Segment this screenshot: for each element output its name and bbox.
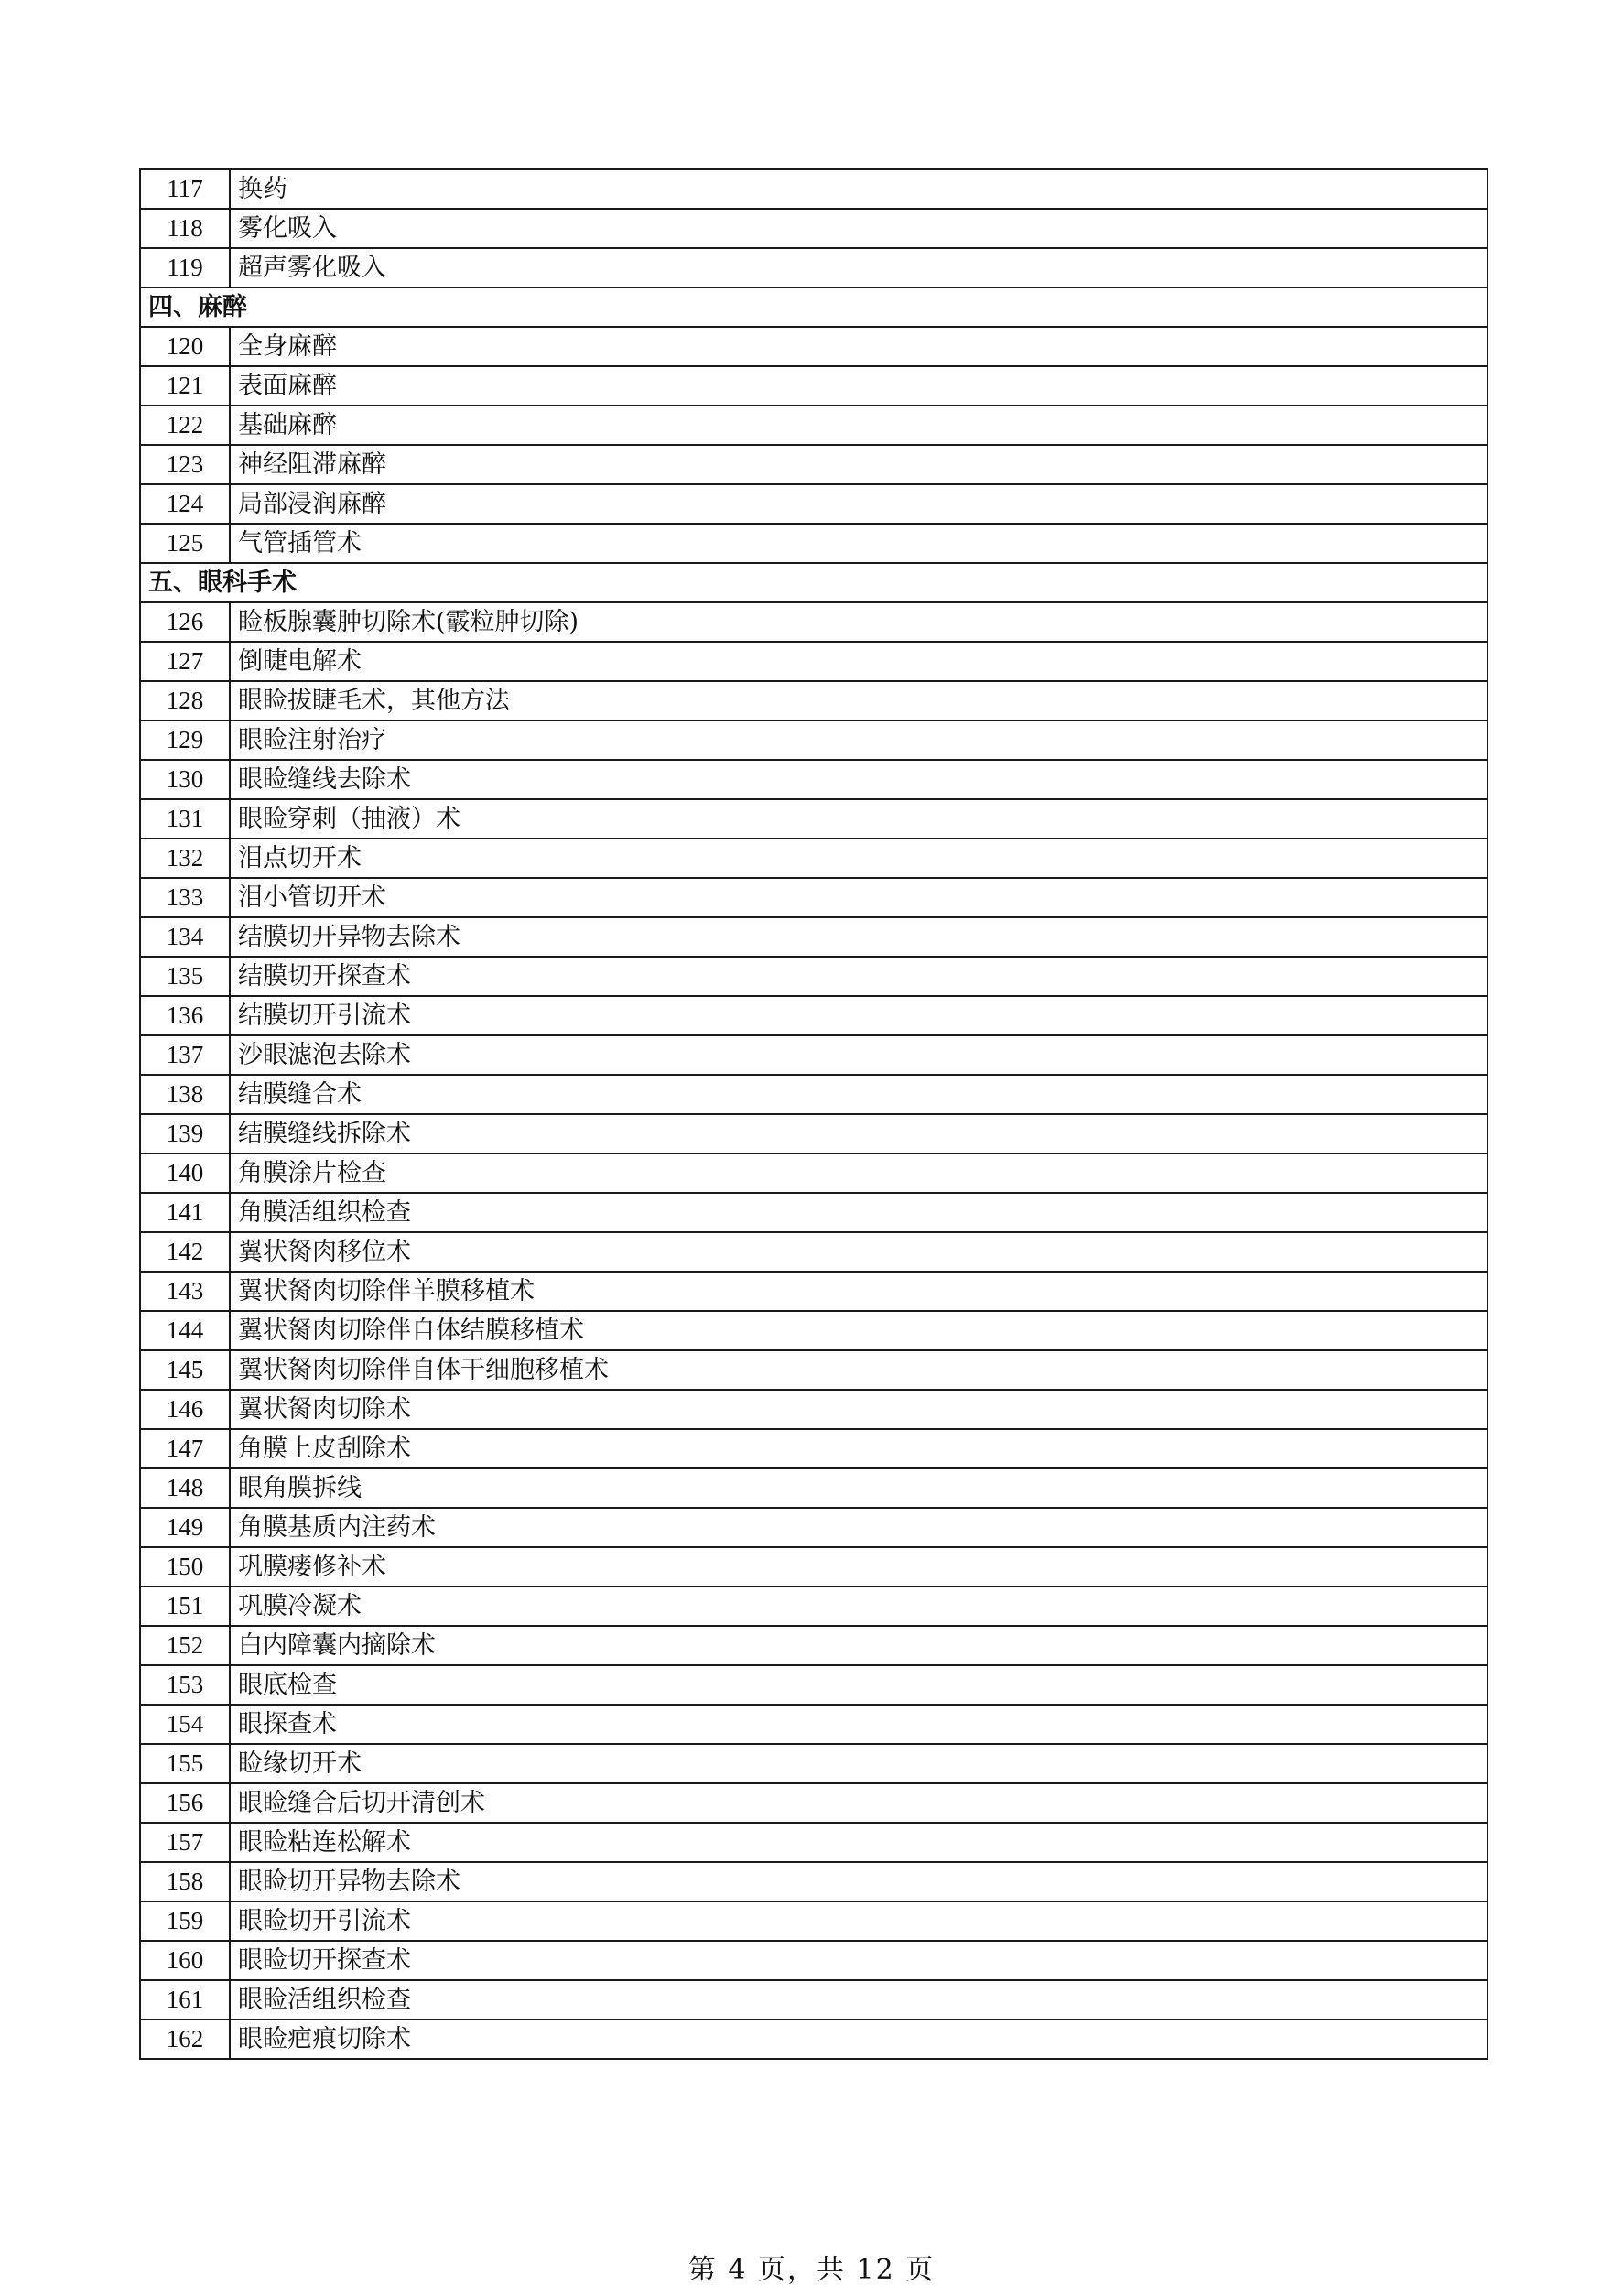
table-row — [140, 169, 1488, 209]
table-row — [140, 1468, 1488, 1508]
procedure-name: 泪小管切开术 — [230, 878, 1488, 917]
table-row — [140, 1941, 1488, 1980]
table-row — [140, 1705, 1488, 1744]
table-row — [140, 2020, 1488, 2059]
row-number: 148 — [140, 1468, 230, 1508]
row-number: 133 — [140, 878, 230, 917]
table-row — [140, 1311, 1488, 1350]
table-row — [140, 327, 1488, 366]
row-number: 152 — [140, 1626, 230, 1665]
table-row — [140, 681, 1488, 720]
table-row — [140, 248, 1488, 287]
row-number: 141 — [140, 1193, 230, 1232]
procedure-name: 全身麻醉 — [230, 327, 1488, 366]
procedure-name: 结膜切开异物去除术 — [230, 917, 1488, 957]
row-number: 132 — [140, 839, 230, 878]
table-row — [140, 1744, 1488, 1783]
row-number: 157 — [140, 1823, 230, 1862]
table-row — [140, 799, 1488, 839]
table-row — [140, 1901, 1488, 1941]
row-number: 125 — [140, 524, 230, 563]
procedure-name: 巩膜冷凝术 — [230, 1587, 1488, 1626]
row-number: 137 — [140, 1035, 230, 1075]
procedure-name: 眼睑活组织检查 — [230, 1980, 1488, 2020]
procedure-name: 眼睑注射治疗 — [230, 720, 1488, 760]
row-number: 142 — [140, 1232, 230, 1272]
row-number: 126 — [140, 602, 230, 642]
table-row — [140, 996, 1488, 1035]
procedure-name: 局部浸润麻醉 — [230, 484, 1488, 524]
row-number: 123 — [140, 445, 230, 484]
procedure-name: 眼睑缝合后切开清创术 — [230, 1783, 1488, 1823]
procedure-name: 翼状胬肉切除伴自体结膜移植术 — [230, 1311, 1488, 1350]
table-row — [140, 957, 1488, 996]
row-number: 143 — [140, 1272, 230, 1311]
row-number: 121 — [140, 366, 230, 406]
procedure-name: 角膜上皮刮除术 — [230, 1429, 1488, 1468]
table-row — [140, 760, 1488, 799]
procedure-name: 超声雾化吸入 — [230, 248, 1488, 287]
procedure-name: 翼状胬肉切除术 — [230, 1390, 1488, 1429]
row-number: 139 — [140, 1114, 230, 1153]
row-number: 147 — [140, 1429, 230, 1468]
row-number: 159 — [140, 1901, 230, 1941]
procedure-name: 结膜切开探查术 — [230, 957, 1488, 996]
table-row — [140, 1783, 1488, 1823]
page-footer: 第 4 页，共 12 页 — [687, 2254, 936, 2286]
row-number: 138 — [140, 1075, 230, 1114]
table-row — [140, 524, 1488, 563]
row-number: 140 — [140, 1153, 230, 1193]
procedure-name: 换药 — [230, 169, 1488, 209]
table-row — [140, 1035, 1488, 1075]
row-number: 131 — [140, 799, 230, 839]
row-number: 120 — [140, 327, 230, 366]
section-row — [140, 563, 1488, 602]
row-number: 146 — [140, 1390, 230, 1429]
table-row — [140, 1272, 1488, 1311]
section-title: 四、麻醉 — [140, 287, 1488, 327]
row-number: 150 — [140, 1547, 230, 1587]
table-row — [140, 839, 1488, 878]
procedure-name: 眼睑粘连松解术 — [230, 1823, 1488, 1862]
table-row — [140, 209, 1488, 248]
procedure-table — [139, 168, 1488, 2060]
table-row — [140, 1547, 1488, 1587]
procedure-name: 翼状胬肉切除伴自体干细胞移植术 — [230, 1350, 1488, 1390]
procedure-name: 倒睫电解术 — [230, 642, 1488, 681]
table-row — [140, 1350, 1488, 1390]
procedure-name: 基础麻醉 — [230, 406, 1488, 445]
row-number: 145 — [140, 1350, 230, 1390]
row-number: 134 — [140, 917, 230, 957]
procedure-name: 眼底检查 — [230, 1665, 1488, 1705]
table-row — [140, 1980, 1488, 2020]
table-row — [140, 917, 1488, 957]
procedure-name: 眼探查术 — [230, 1705, 1488, 1744]
procedure-name: 角膜活组织检查 — [230, 1193, 1488, 1232]
table-row — [140, 1114, 1488, 1153]
procedure-name: 睑板腺囊肿切除术(霰粒肿切除) — [230, 602, 1488, 642]
procedure-name: 眼睑缝线去除术 — [230, 760, 1488, 799]
row-number: 144 — [140, 1311, 230, 1350]
table-row — [140, 1075, 1488, 1114]
table-row — [140, 1862, 1488, 1901]
table-row — [140, 1665, 1488, 1705]
procedure-name: 眼睑切开引流术 — [230, 1901, 1488, 1941]
row-number: 129 — [140, 720, 230, 760]
row-number: 154 — [140, 1705, 230, 1744]
procedure-name: 结膜切开引流术 — [230, 996, 1488, 1035]
table-row — [140, 720, 1488, 760]
table-row — [140, 1626, 1488, 1665]
procedure-name: 沙眼滤泡去除术 — [230, 1035, 1488, 1075]
row-number: 156 — [140, 1783, 230, 1823]
procedure-name: 眼睑切开异物去除术 — [230, 1862, 1488, 1901]
row-number: 128 — [140, 681, 230, 720]
row-number: 118 — [140, 209, 230, 248]
table-row — [140, 642, 1488, 681]
table-row — [140, 445, 1488, 484]
procedure-name: 睑缘切开术 — [230, 1744, 1488, 1783]
table-row — [140, 1153, 1488, 1193]
row-number: 158 — [140, 1862, 230, 1901]
row-number: 130 — [140, 760, 230, 799]
table-row — [140, 1823, 1488, 1862]
table-row — [140, 366, 1488, 406]
row-number: 127 — [140, 642, 230, 681]
table-row — [140, 1508, 1488, 1547]
row-number: 149 — [140, 1508, 230, 1547]
row-number: 162 — [140, 2020, 230, 2059]
procedure-name: 结膜缝合术 — [230, 1075, 1488, 1114]
procedure-name: 角膜涂片检查 — [230, 1153, 1488, 1193]
procedure-name: 翼状胬肉移位术 — [230, 1232, 1488, 1272]
table-row — [140, 1193, 1488, 1232]
procedure-name: 眼睑切开探查术 — [230, 1941, 1488, 1980]
row-number: 153 — [140, 1665, 230, 1705]
table-row — [140, 878, 1488, 917]
section-row — [140, 287, 1488, 327]
procedure-name: 泪点切开术 — [230, 839, 1488, 878]
row-number: 119 — [140, 248, 230, 287]
table-row — [140, 406, 1488, 445]
procedure-name: 眼睑疤痕切除术 — [230, 2020, 1488, 2059]
procedure-name: 神经阻滞麻醉 — [230, 445, 1488, 484]
table-row — [140, 602, 1488, 642]
procedure-name: 眼角膜拆线 — [230, 1468, 1488, 1508]
row-number: 151 — [140, 1587, 230, 1626]
row-number: 155 — [140, 1744, 230, 1783]
section-title: 五、眼科手术 — [140, 563, 1488, 602]
table-row — [140, 1390, 1488, 1429]
procedure-name: 结膜缝线拆除术 — [230, 1114, 1488, 1153]
row-number: 124 — [140, 484, 230, 524]
procedure-name: 角膜基质内注药术 — [230, 1508, 1488, 1547]
procedure-name: 眼睑拔睫毛术，其他方法 — [230, 681, 1488, 720]
table-row — [140, 1587, 1488, 1626]
table-row — [140, 484, 1488, 524]
table-row — [140, 1232, 1488, 1272]
procedure-name: 眼睑穿刺（抽液）术 — [230, 799, 1488, 839]
row-number: 117 — [140, 169, 230, 209]
procedure-name: 白内障囊内摘除术 — [230, 1626, 1488, 1665]
row-number: 161 — [140, 1980, 230, 2020]
row-number: 122 — [140, 406, 230, 445]
row-number: 136 — [140, 996, 230, 1035]
procedure-name: 气管插管术 — [230, 524, 1488, 563]
procedure-name: 翼状胬肉切除伴羊膜移植术 — [230, 1272, 1488, 1311]
procedure-name: 巩膜瘘修补术 — [230, 1547, 1488, 1587]
procedure-name: 雾化吸入 — [230, 209, 1488, 248]
row-number: 135 — [140, 957, 230, 996]
row-number: 160 — [140, 1941, 230, 1980]
table-row — [140, 1429, 1488, 1468]
procedure-table-body — [140, 169, 1488, 2059]
procedure-name: 表面麻醉 — [230, 366, 1488, 406]
